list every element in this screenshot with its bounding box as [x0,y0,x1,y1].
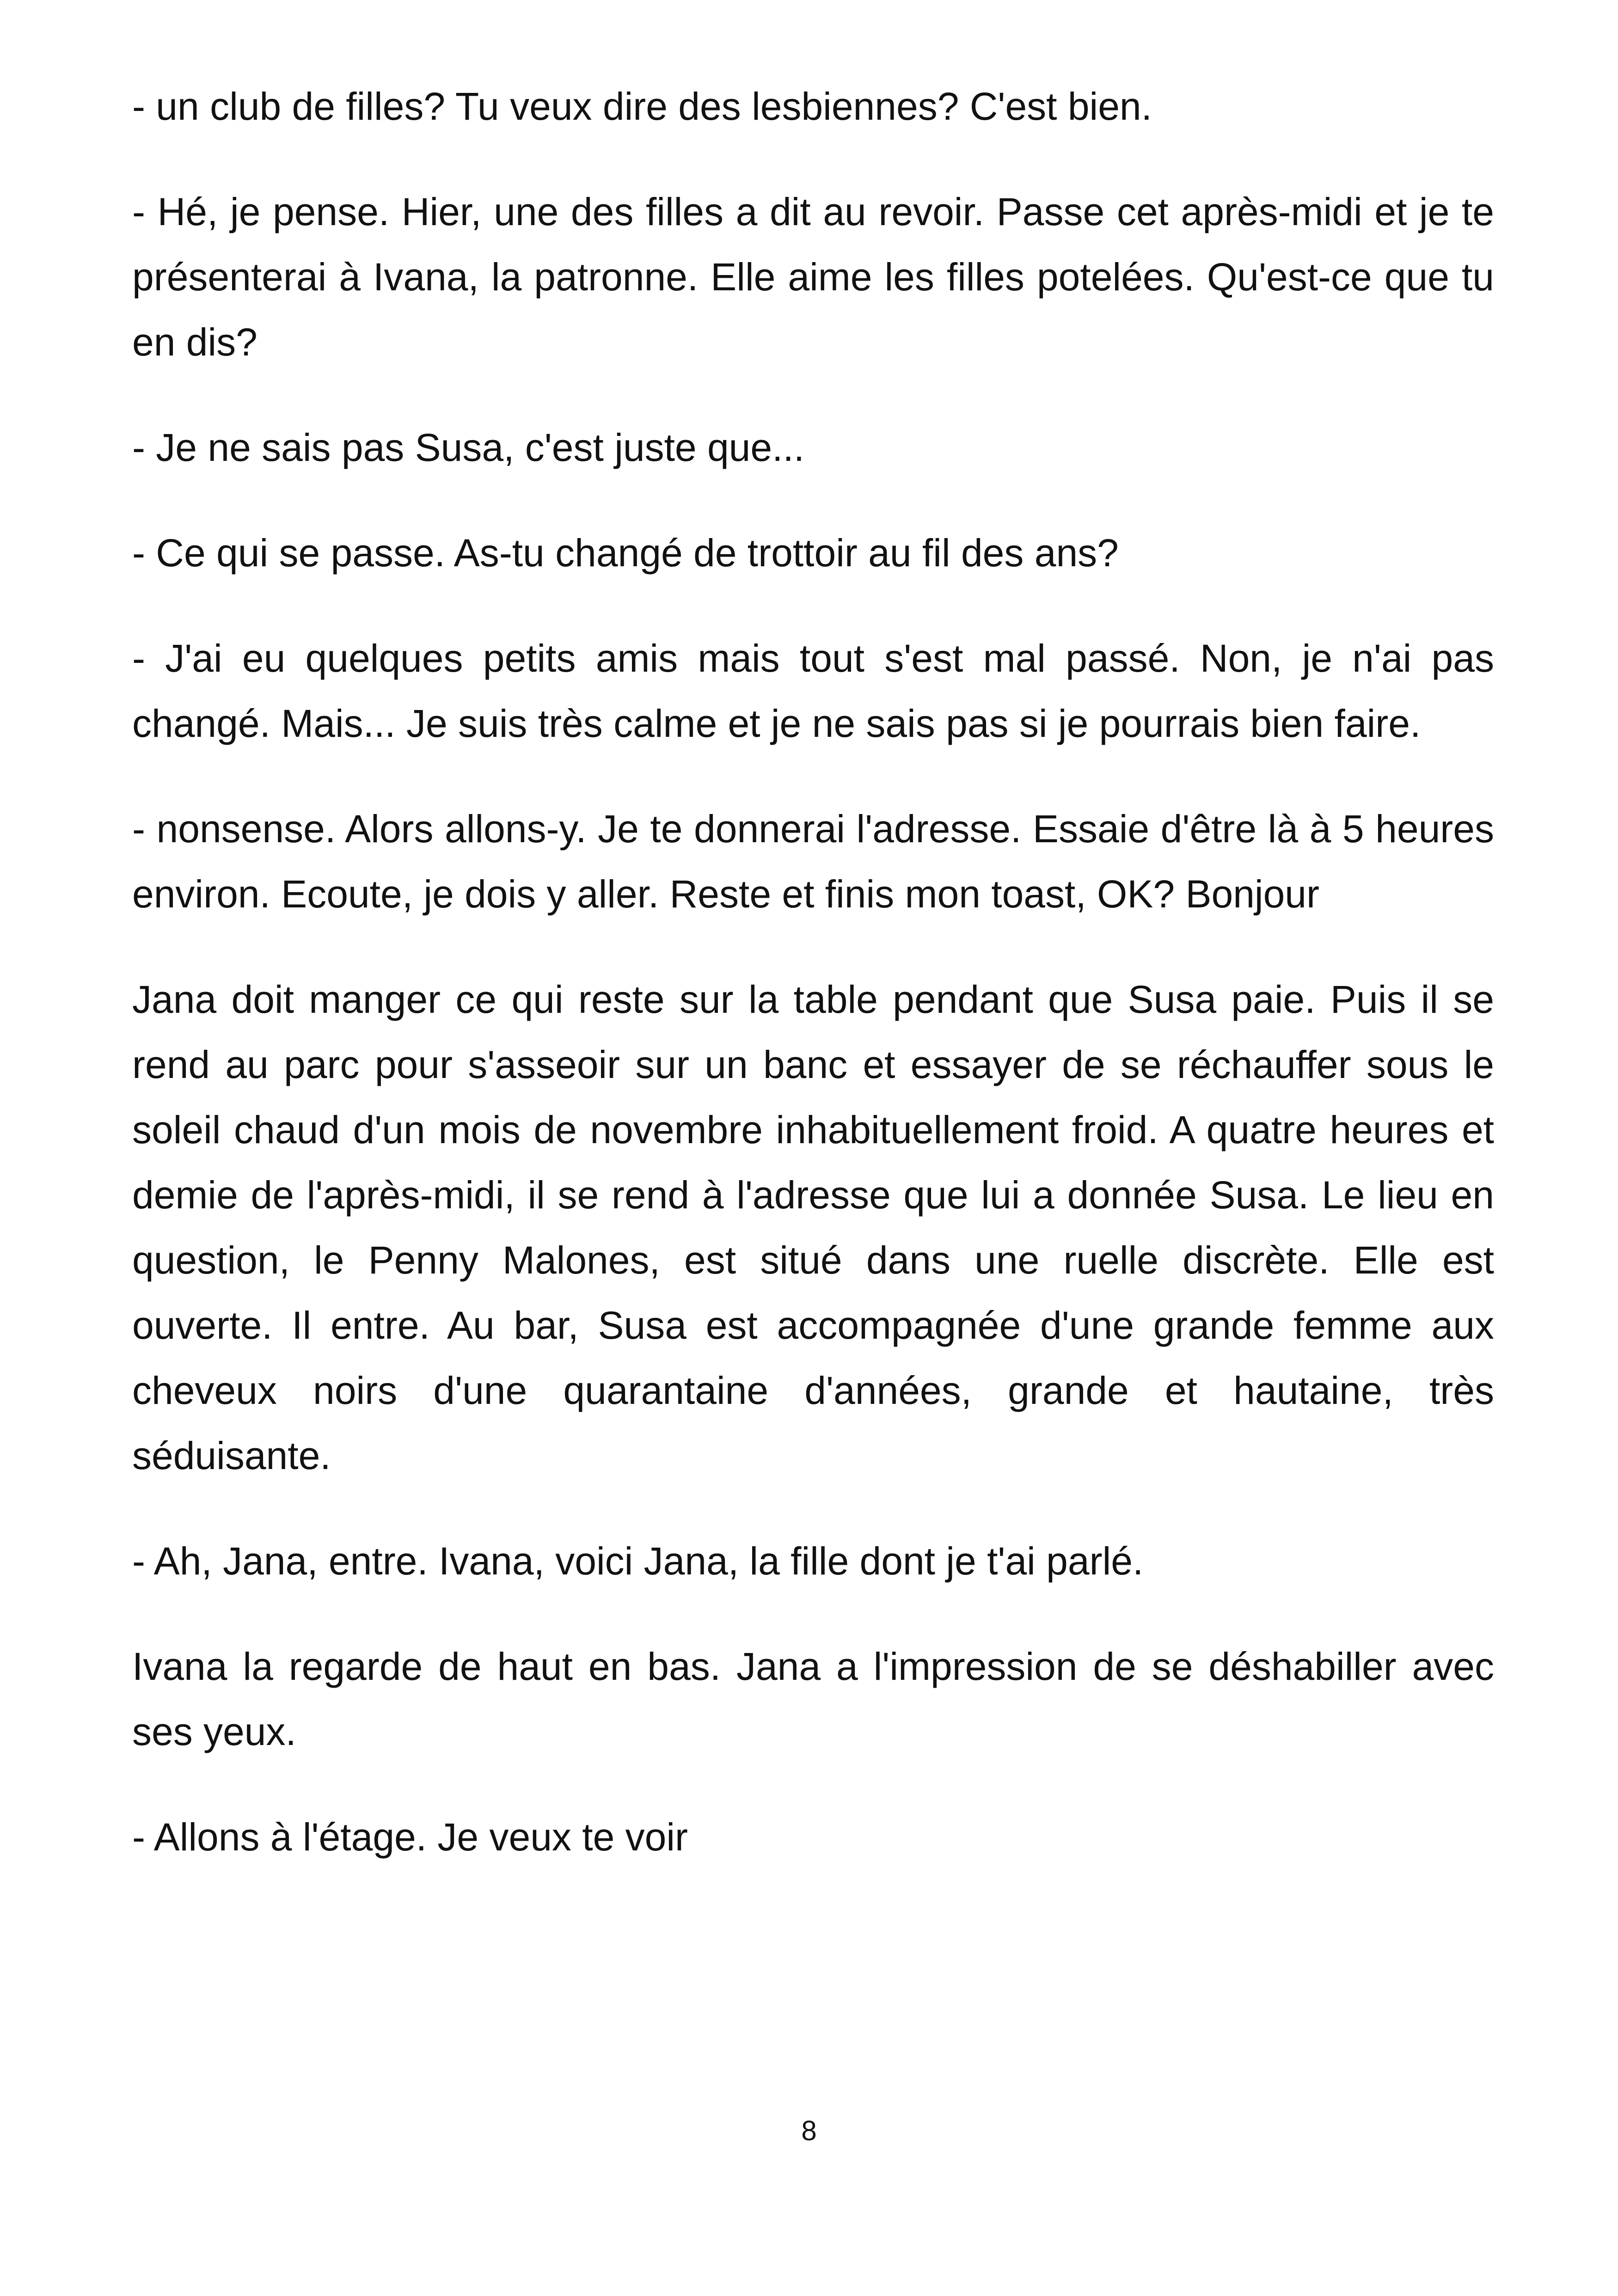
paragraph: Jana doit manger ce qui reste sur la table pendant que Susa paie. Puis il se rend au parc pour s'asseoir sur un banc et essayer de se réchauffer sous le soleil chaud d'un mois de novembre inhabituellement froid. A quatre heures et demie de l'après-midi, il se rend à l'adresse que lui a donnée Susa. Le lieu en question, le Penny Malones, est situé dans une ruelle discrète. Elle est ouverte. Il entre. Au bar, Susa est accompagnée d'une grande femme aux cheveux noirs d'une quarantaine d'années, grande et hautaine, très séduisante. [132,978,1494,1477]
page-number: 8 [801,2115,817,2146]
paragraph: - Hé, je pense. Hier, une des filles a dit au revoir. Passe cet après-midi et je te présenterai à Ivana, la patronne. Elle aime les filles potelées. Qu'est-ce que tu en dis? [132,190,1494,364]
paragraph: - J'ai eu quelques petits amis mais tout s'est mal passé. Non, je n'ai pas changé. Mais... Je suis très calme et je ne sais pas si je pourrais bien faire. [132,637,1494,745]
paragraph: - Allons à l'étage. Je veux te voir [132,1815,688,1859]
paragraph: - Ce qui se passe. As-tu changé de trottoir au fil des ans? [132,531,1119,575]
body-text [132,74,1494,1910]
paragraph: Ivana la regarde de haut en bas. Jana a l'impression de se déshabiller avec ses yeux. [132,1645,1494,1753]
paragraph: - Ah, Jana, entre. Ivana, voici Jana, la fille dont je t'ai parlé. [132,1539,1144,1583]
paragraph: - nonsense. Alors allons-y. Je te donnerai l'adresse. Essaie d'être là à 5 heures environ. Ecoute, je dois y aller. Reste et finis mon toast, OK? Bonjour [132,807,1494,916]
paragraph: - un club de filles? Tu veux dire des lesbiennes? C'est bien. [132,85,1152,128]
paragraph: - Je ne sais pas Susa, c'est juste que... [132,426,805,469]
